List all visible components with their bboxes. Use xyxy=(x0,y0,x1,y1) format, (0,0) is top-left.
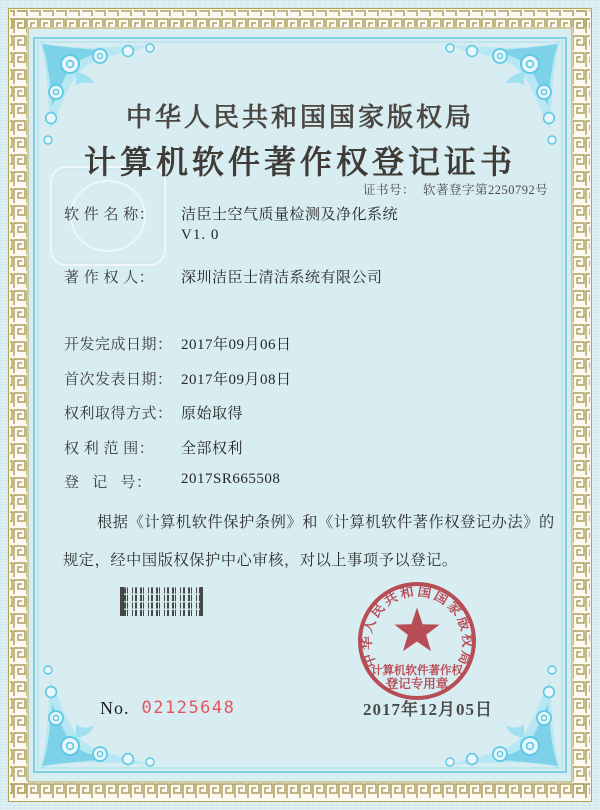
seal-subtitle-2: 登记专用章 xyxy=(385,677,449,691)
certificate-number-line xyxy=(363,180,548,198)
field-value: 洁臣士空气质量检测及净化系统 xyxy=(181,207,399,223)
serial-number-value: 02125648 xyxy=(141,698,236,718)
field-label: 权 利 范 围： xyxy=(64,441,155,457)
field-value: 全部权利 xyxy=(181,441,244,457)
seal-subtitle-1: 计算机软件著作权 xyxy=(371,665,463,677)
field-value: 2017年09月08日 xyxy=(181,372,292,388)
field-label: 著 作 权 人： xyxy=(64,270,155,286)
serial-number-line xyxy=(100,698,235,719)
issuer-title: 中华人民共和国国家版权局 xyxy=(125,103,474,132)
barcode xyxy=(120,587,203,616)
certificate-number-value: 软著登字第2250792号 xyxy=(423,183,549,197)
field-value: 原始取得 xyxy=(181,406,244,422)
software-version: V1. 0 xyxy=(181,227,220,243)
certificate-number-label: 证书号： xyxy=(363,183,416,197)
official-seal xyxy=(342,566,492,716)
seal-ring-text: 中华人民共和国国家版权局 xyxy=(358,583,476,670)
field-value: 2017SR665508 xyxy=(181,471,281,487)
field-value: 深圳洁臣士清洁系统有限公司 xyxy=(181,270,383,286)
field-label: 首次发表日期： xyxy=(64,372,173,388)
field-label: 权利取得方式： xyxy=(64,406,173,422)
statement-line1: 根据《计算机软件保护条例》和《计算机软件著作权登记办法》的 xyxy=(97,514,555,531)
statement-line2: 规定，经中国版权保护中心审核，对以上事项予以登记。 xyxy=(63,552,458,569)
field-label: 登 记 号： xyxy=(64,475,152,491)
star-icon xyxy=(394,608,439,652)
field-label: 开发完成日期： xyxy=(64,337,173,353)
field-label: 软 件 名 称： xyxy=(64,207,155,223)
issue-date: 2017年12月05日 xyxy=(363,700,493,719)
serial-number-label: No. xyxy=(100,698,130,718)
certificate-title: 计算机软件著作权登记证书 xyxy=(83,144,516,180)
field-value: 2017年09月06日 xyxy=(181,337,292,353)
